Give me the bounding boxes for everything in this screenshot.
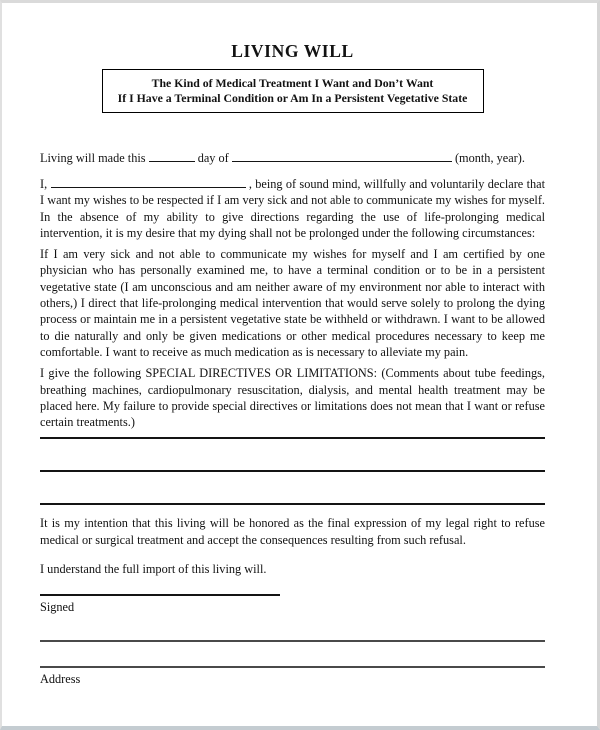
address-line-1[interactable] (40, 640, 545, 642)
directives-paragraph: I give the following SPECIAL DIRECTIVES OR LIMITATIONS: (Comments about tube feedings, breathing machines, cardiopulmonary resuscitation, dialysis, and mental health treatment may be placed here. My failure to provide special directives or limitations does not mean that I want or refuse certain treatments.) (40, 366, 545, 430)
condition-paragraph: If I am very sick and not able to communicate my wishes for myself and I am certified by one physician who has personally examined me, to have a terminal condition or to be in a persistent vegetative state (I am unconscious and am neither aware of my environment nor able to interact with others,) I direct that life-prolonging medical intervention that would serve solely to prolong the dying process or maintain me in a persistent vegetative state be withheld or withdrawn. I want to be allowed to die naturally and only be given medications or other medical procedures necessary to keep me comfortable. I want to receive as much medication as is necessary to alleviate my pain. (40, 247, 545, 359)
directives-write-line-1[interactable] (40, 437, 545, 439)
understanding-paragraph: I understand the full import of this living will. (40, 562, 267, 577)
document-content (2, 42, 597, 687)
declaration-text: , being of sound mind, willfully and voluntarily declare that I want my wishes to be respected if I am very sick and not able to communicate my wishes for myself. In the absence of my ability to give directions regarding the use of life-prolonging medical intervention, it is my desire that my dying shall not be prolonged under the following circumstances: (40, 177, 546, 240)
declarant-name-blank[interactable] (51, 175, 246, 188)
heading-line-2: If I Have a Terminal Condition or Am In a Persistent Vegetative State (117, 91, 468, 105)
date-line-prefix: Living will made this (40, 151, 146, 165)
intention-paragraph: It is my intention that this living will be honored as the final expression of my legal right to refuse medical or surgical treatment and accept the consequences resulting from such refusal. (40, 516, 545, 547)
address-line-2[interactable] (40, 666, 545, 668)
signed-line[interactable] (40, 594, 280, 596)
signed-label: Signed (40, 600, 75, 615)
declaration-paragraph (40, 175, 545, 241)
subject-heading-box (102, 69, 484, 113)
address-label: Address (40, 672, 81, 687)
date-line-suffix: (month, year). (454, 151, 525, 165)
date-line (40, 149, 545, 166)
day-blank[interactable] (149, 149, 195, 162)
heading-line-1: The Kind of Medical Treatment I Want and Don’t Want (151, 76, 434, 90)
directives-write-line-3[interactable] (40, 503, 545, 505)
date-line-middle: day of (197, 151, 229, 165)
declaration-prefix: I, (40, 177, 48, 191)
directives-write-line-2[interactable] (40, 470, 545, 472)
month-year-blank[interactable] (232, 149, 452, 162)
page-title: LIVING WILL (231, 41, 354, 61)
